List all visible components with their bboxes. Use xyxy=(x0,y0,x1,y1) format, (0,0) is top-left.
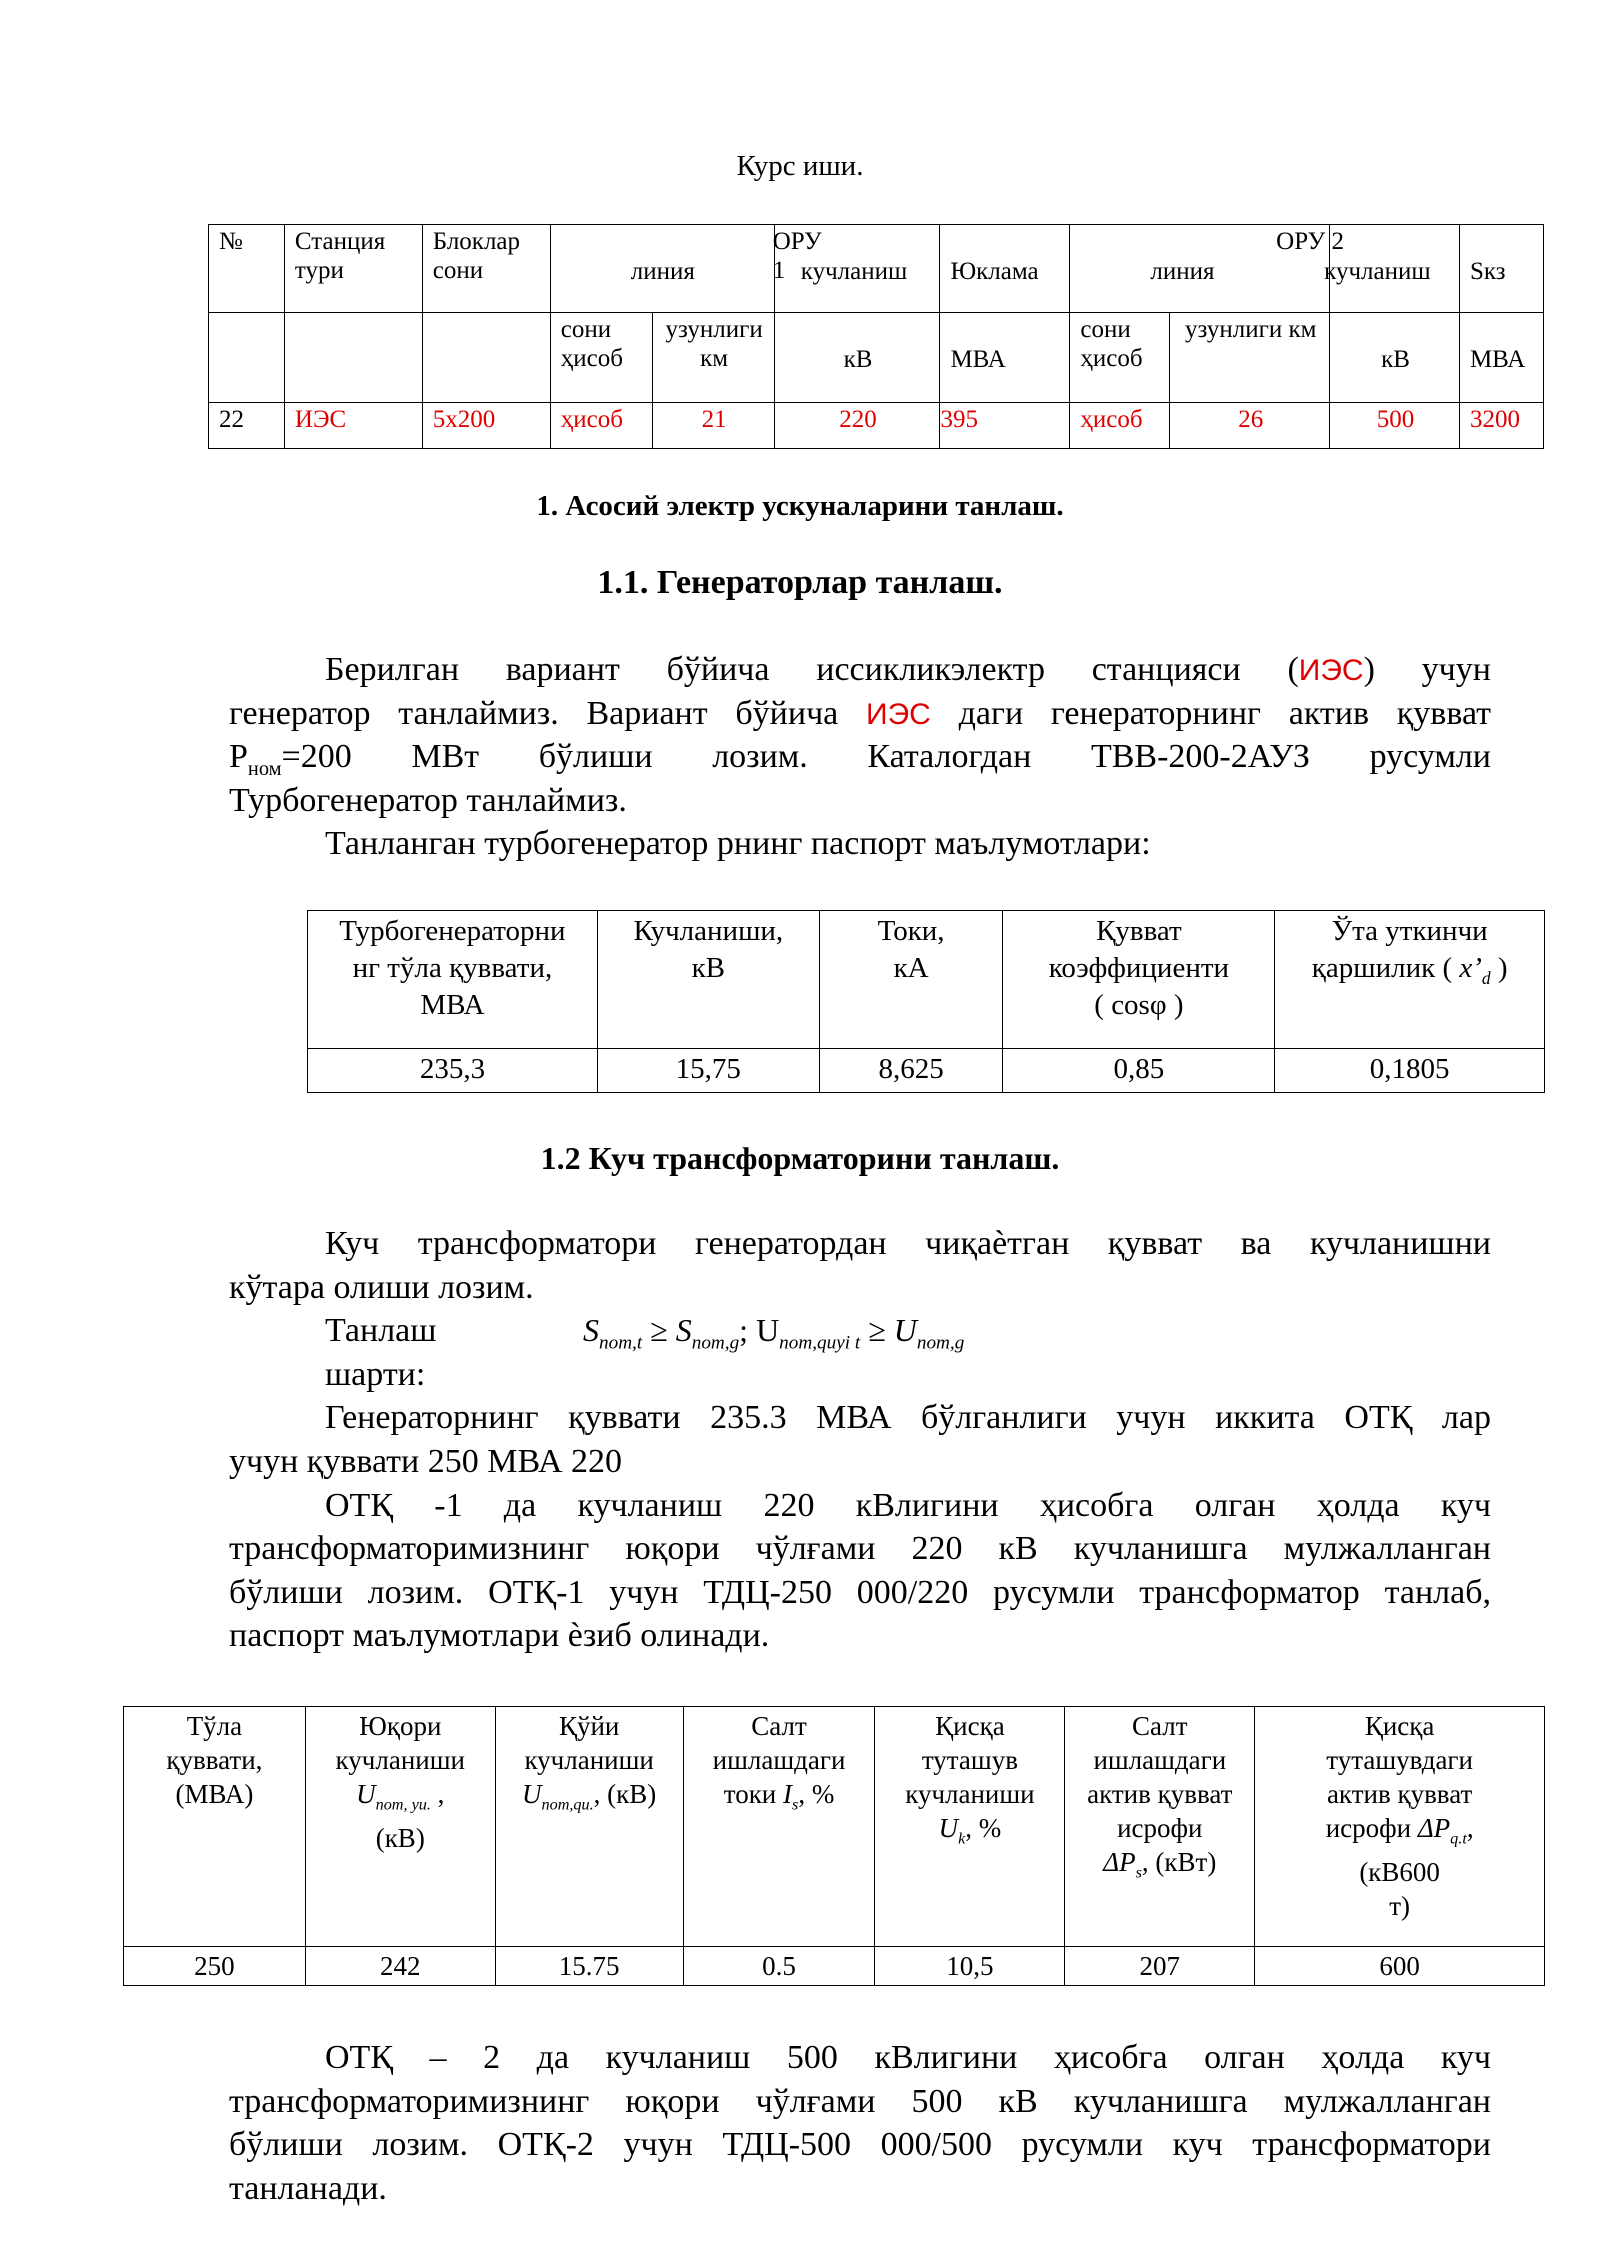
p6-line-2: трансформаторимизнинг юқори чўлғами 500 кВ кучланишга мулжалланган xyxy=(229,2082,1491,2120)
p5-line-2: трансформаторимизнинг юқори чўлғами 220 кВ кучланишга мулжалланган xyxy=(229,1530,1491,1568)
t3-header-power: Тўла қуввати, (МВА) xyxy=(124,1707,306,1947)
turbogenerator-table xyxy=(307,910,1545,1093)
t3-header-noload-loss: Салт ишлашдаги актив қувват исрофи $\Delta P_s$, (кВт) xyxy=(1065,1707,1255,1947)
header-skz: Sкз xyxy=(1459,225,1543,313)
paragraph-otq2 xyxy=(229,2036,1491,2210)
p4-line-2: учун қуввати 250 МВА 220 xyxy=(229,1442,623,1480)
t2-header-voltage: Кучланиши, кВ xyxy=(597,911,819,1049)
header-block-count: Блоклар сони xyxy=(422,225,550,313)
header-oru2-length: узунлиги км xyxy=(1170,313,1330,403)
t3-value-noload-current: 0.5 xyxy=(683,1947,875,1986)
p1-line-2: генератор танлаймиз. Вариант бўйича ИЭС даги генераторнинг актив қувват xyxy=(229,694,1492,732)
t2-value-current: 8,625 xyxy=(819,1049,1003,1093)
p5-line-3: бўлиши лозим. ОТҚ-1 учун ТДЦ-250 000/220 русумли трансформатор танлаб, xyxy=(229,1573,1491,1611)
cell-oru2-length: 26 xyxy=(1170,403,1330,449)
condition-formula: $S_{nom,t} \ge S_{nom,g}$; $U_{nom,quyi t} \ge U_{nom,g}$ xyxy=(583,1312,965,1354)
cell-oru1-kv: 220 xyxy=(774,403,940,449)
oru1-label: ОРУ 1 xyxy=(772,228,822,284)
header-load: Юклама xyxy=(940,225,1070,313)
t3-value-lv: 15.75 xyxy=(495,1947,683,1986)
p1-line-1: Берилган вариант бўйича иссикликэлектр станцияси (ИЭС) учун xyxy=(325,651,1491,688)
t3-value-hv: 242 xyxy=(305,1947,495,1986)
t2-header-reactance: Ўта уткинчи қаршилик ( $x’_d$ ) xyxy=(1275,911,1545,1049)
cell-skz: 3200 xyxy=(1459,403,1543,449)
header-oru1-line xyxy=(550,225,822,313)
t3-header-noload-current: Салт ишлашдаги токи $I_s$, % xyxy=(683,1707,875,1947)
cell-oru1-length: 21 xyxy=(652,403,774,449)
variant-table xyxy=(208,224,1544,449)
p1-line-3: $Р_{ном}=200$ МВт бўлиши лозим. Каталогдан ТВВ-200-2АУЗ русумли xyxy=(229,738,1491,780)
p2-line: Танланган турбогенератор рнинг паспорт маълумотлари: xyxy=(325,825,1151,863)
t2-value-voltage: 15,75 xyxy=(597,1049,819,1093)
t2-value-power-factor: 0,85 xyxy=(1003,1049,1275,1093)
header-oru1-kv: кВ xyxy=(774,313,940,403)
t2-header-power-factor: Қувват коэффициенти ( cosφ ) xyxy=(1003,911,1275,1049)
p6-line-3: бўлиши лозим. ОТҚ-2 учун ТДЦ-500 000/500 русумли куч трансформатори xyxy=(229,2126,1491,2164)
paragraph-generator-selection xyxy=(229,648,1491,866)
t2-header-current: Токи, кА xyxy=(819,911,1003,1049)
cell-station-type: ИЭС xyxy=(284,403,422,449)
header-load-mva: МВА xyxy=(940,313,1070,403)
transformer-table xyxy=(123,1706,1545,1986)
t2-value-reactance: 0,1805 xyxy=(1275,1049,1545,1093)
cell-oru2-kv: 500 xyxy=(1330,403,1460,449)
condition-line: Танлаш $S_{nom,t} \ge S_{nom,g}$; $U_{nom,quyi t} \ge U_{nom,g}$ xyxy=(229,1309,1491,1353)
section-1-2-heading: 1.2 Куч трансформаторини танлаш. xyxy=(540,1140,1060,1176)
cell-oru1-count: ҳисоб xyxy=(550,403,652,449)
oru2-voltage-label: кучланиш xyxy=(1324,258,1431,285)
t3-value-sc-loss: 600 xyxy=(1255,1947,1545,1986)
t3-header-sc-voltage: Қисқа туташув кучланиши $U_k$, % xyxy=(875,1707,1065,1947)
page-title: Курс иши. xyxy=(736,150,864,182)
t3-header-lv: Қўйи кучланиши $U_{nom,qu.}$, (кВ) xyxy=(495,1707,683,1947)
header-oru1-voltage: кучланиш xyxy=(774,225,940,313)
header-oru2-kv: кВ xyxy=(1330,313,1460,403)
t3-value-noload-loss: 207 xyxy=(1065,1947,1255,1986)
header-skz-mva: МВА xyxy=(1459,313,1543,403)
oru1-line-label: линия xyxy=(630,258,695,285)
cell-load: 395 xyxy=(940,403,1070,449)
header-oru1-count: сони ҳисоб xyxy=(550,313,652,403)
p3-line-2: кўтара олиши лозим. xyxy=(229,1268,534,1306)
header-number: № xyxy=(209,225,285,313)
condition-line-2: шарти: xyxy=(325,1355,426,1393)
cell-number: 22 xyxy=(209,403,285,449)
section-1-1-heading: 1.1. Генераторлар танлаш. xyxy=(597,564,1003,601)
section-1-heading: 1. Асосий электр ускуналарини танлаш. xyxy=(536,490,1064,522)
p3-line-1: Куч трансформатори генератордан чиқаѐтган қувват ва кучланишни xyxy=(325,1225,1491,1262)
t3-header-sc-loss: Қисқа туташувдаги актив қувват исрофи $\Delta P_{q.t}$, (кВ600 т) xyxy=(1255,1707,1545,1947)
t3-value-sc-voltage: 10,5 xyxy=(875,1947,1065,1986)
p1-line-4: Турбогенератор танлаймиз. xyxy=(229,781,627,819)
oru2-line-label: линия xyxy=(1150,258,1215,285)
cell-blocks: 5х200 xyxy=(422,403,550,449)
p4-line-1: Генераторнинг қуввати 235.3 МВА бўлганлиги учун иккита ОТҚ лар xyxy=(325,1399,1491,1437)
t3-header-hv: Юқори кучланиши $U_{nom, yu.}$ , (кВ) xyxy=(305,1707,495,1947)
cell-oru2-count: ҳисоб xyxy=(1070,403,1170,449)
p5-line-1: ОТҚ -1 да кучланиш 220 кВлигини ҳисобга олган ҳолда куч xyxy=(325,1486,1491,1524)
header-station-type: Станция тури xyxy=(284,225,422,313)
header-oru1-length: узунлиги км xyxy=(652,313,774,403)
p5-line-4: паспорт маълумотлари ѐзиб олинади. xyxy=(229,1617,770,1655)
t3-value-power: 250 xyxy=(124,1947,306,1986)
p6-line-1: ОТҚ – 2 да кучланиш 500 кВлигини ҳисобга олган ҳолда куч xyxy=(325,2039,1491,2076)
p6-line-4: танланади. xyxy=(229,2169,387,2207)
paragraph-transformer-selection xyxy=(229,1222,1491,1658)
t2-value-power: 235,3 xyxy=(308,1049,598,1093)
t2-header-power: Турбогенераторни нг тўла қуввати, МВА xyxy=(308,911,598,1049)
header-oru2-count: сони ҳисоб xyxy=(1070,313,1170,403)
oru2-label: ОРУ 2 xyxy=(1276,228,1344,255)
header-oru2-voltage xyxy=(1276,225,1460,313)
